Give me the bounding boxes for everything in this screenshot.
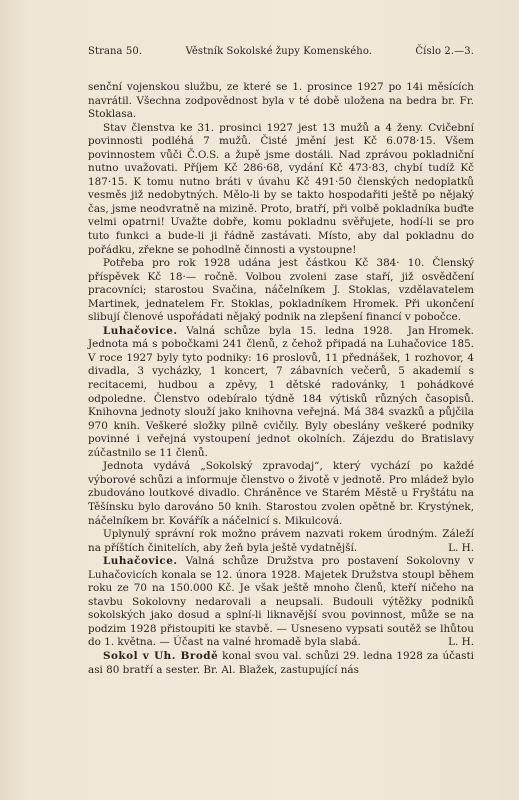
paragraph-text: Stav členstva ke 31. prosinci 1927 jest 13 mužů a 4 ženy. Cvičební povinnosti podléhá 7 mužů. Čisté jmění jest Kč 6.078·15. Všem povinnostem vůči Č.O.S. a župě jsme dostáli. Nad zprávou pokladniční nutno uvažovati. Příjem Kč 286·68, vydání Kč 473·83, chybí tudíž Kč 187·15. K tomu nutno bráti v úvahu Kč 491·50 členských nedoplatků vesměs již nedobytných. Mělo-li by se takto hospodařiti ještě po nějaký čas, jsme neodvratně na mizině. Proto, bratří, při volbě pokladníka buďte velmi opatrni! Uvažte dobře, komu pokladnu svěřujete, hodí-li se pro tuto funkci a bude-li ji řádně zastávati. Místo, aby dal pokladnu do pořádku, zřekne se pohodlně činnosti a vystoupne! [88, 121, 474, 256]
paragraph [88, 460, 474, 528]
page-number: Strana 50. [88, 46, 143, 57]
paragraph-text: Valná schůze byla 15. ledna 1928. Jednota má s pobočkami 241 členů, z čehož připadá na Luhačovice 185. V roce 1927 byly tyto podniky: 16 proslovů, 11 přednášek, 1 rozhovor, 4 divadla, 3 vycházky, 1 koncert, 7 zábavních večerů, 5 akademií s recitacemi, hudbou a zpěvy, 1 dětské radovánky, 1 pohádkové odpoledne. Členstvo odebíralo týdně 184 výtisků různých časopisů. Knihovna jednoty slouží jako knihovna veřejná. Má 384 svazků a půjčila 970 knih. Veškeré složky pilně cvičily. Byly obeslány veškeré podniky povinné i veřejná vystoupení jednot okolních. Zájezdu do Bratislavy zúčastnilo se 11 členů. [88, 324, 474, 459]
paragraph [88, 650, 474, 677]
paragraph [88, 325, 474, 460]
journal-title: Věstník Sokolské župy Komenského. [185, 46, 373, 57]
paragraph [88, 528, 474, 555]
section-lead: Sokol v Uh. Brodě [103, 649, 219, 662]
paragraph [88, 122, 474, 257]
paragraph-text: Jednota vydává „Sokolský zpravodaj“, který vychází po každé výborové schůzi a informuje členstvo o životě v jednotě. Pro mládež bylo zbudováno loutkové divadlo. Chráněnce ve Starém Městě u Fryštátu na Těšínsku bylo darováno 50 knih. Starostou zvolen opětně br. Krystýnek, náčelníkem br. Kovářík a náčelnicí s. Mikulcová. [88, 460, 474, 527]
signature: L. H. [448, 636, 474, 649]
paragraph-text: konal svou val. schůzi 29. ledna 1928 za účasti asi 80 bratří a sester. Br. Al. Blažek, zastupující nás [88, 649, 474, 676]
paragraph-text: Uplynulý správní rok možno právem nazvati rokem úrodným. Záleží na příštích činitelích, aby žeň byla ještě vydatnější. [88, 528, 474, 554]
issue-number: Číslo 2.—3. [415, 46, 474, 57]
paragraph [88, 555, 474, 650]
signature: L. H. [448, 541, 474, 554]
section-lead: Luhačovice. [103, 555, 178, 568]
page-header [88, 46, 474, 57]
article-body [88, 81, 474, 677]
paragraph-text: Potřeba pro rok 1928 udána jest částkou Kč 384· 10. Členský příspěvek Kč 18·— ročně. Volbou zvoleni zase staří, již osvědčení pracovníci; starostou Svačina, náčelníkem J. Stoklas, vzdělavatelem Martinek, jednatelem Fr. Stoklas, pokladníkem Hromek. Při ukončení slibují členové uspořádati nějaký podnik na zlepšení financí v pobočce. [88, 257, 474, 324]
paragraph-text: Valná schůze Družstva pro postavení Sokolovny v Luhačovicích konala se 12. února 1928. Majetek Družstva stoupl během roku ze 70 na 150.000 Kč. Je však ještě mnoho členů, kteří ničeho na stavbu Sokolovny nedarovali a neupsali. Budouli výtěžky podniků sokolských jako dosud a splní-li liknavější svou povinnost, může se na podzim 1928 přistoupiti ke stavbě. — Usneseno vypsati soutěž se lhůtou do 1. května. — Účast na valné hromadě byla slabá. [88, 555, 474, 649]
paragraph [88, 81, 474, 122]
section-lead: Luhačovice. [103, 324, 178, 337]
paragraph-text: senční vojenskou službu, ze které se 1. prosince 1927 po 14i měsících navrátil. Všechna zodpovědnost byla v té době uložena na bedra br. Fr. Stoklasa. [88, 81, 474, 121]
signature: Jan Hromek. [407, 324, 474, 337]
